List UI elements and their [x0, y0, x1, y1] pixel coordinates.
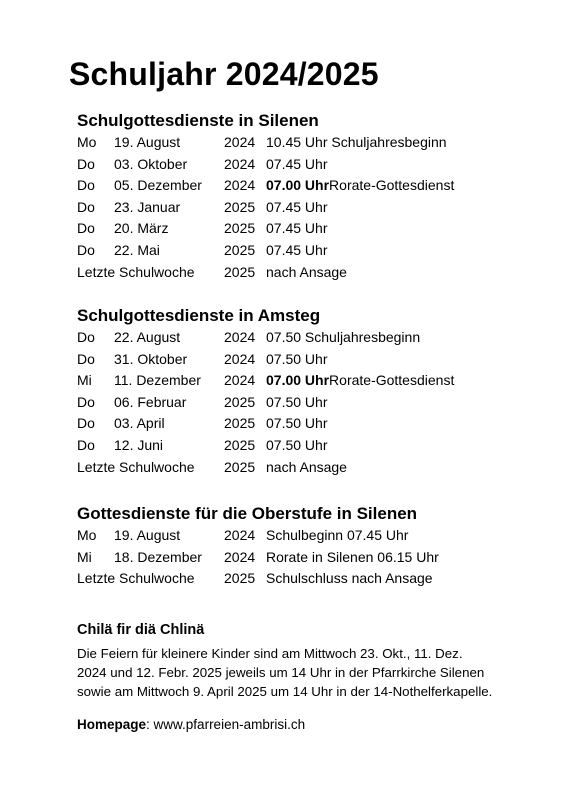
- row-year: 2025: [224, 220, 256, 237]
- row-weekday: Do: [77, 198, 95, 215]
- row-year: 2025: [224, 241, 256, 258]
- chila-section: [77, 620, 547, 701]
- row-year: 2025: [224, 436, 256, 453]
- schedule-row: [77, 262, 547, 284]
- row-description: [266, 370, 455, 392]
- chila-line: sowie am Mittwoch 9. April 2025 um 14 Uhr in der 14-Nothelferkapelle.: [77, 684, 493, 699]
- row-date: 31. Oktober: [114, 350, 188, 367]
- section-oberstufe: [77, 503, 547, 590]
- row-year: 2025: [224, 415, 256, 432]
- row-weekday: Do: [77, 155, 95, 172]
- row-label: Letzte Schulwoche: [77, 570, 195, 587]
- row-weekday: Do: [77, 241, 95, 258]
- row-year: 2024: [224, 155, 256, 172]
- schedule-row: [77, 132, 547, 154]
- schedule-row: [77, 240, 547, 262]
- row-year: 2024: [224, 372, 256, 389]
- row-date: 22. Mai: [114, 241, 160, 258]
- row-description-text: nach Ansage: [266, 458, 347, 475]
- section-amsteg: [77, 305, 547, 478]
- schedule-row: [77, 547, 547, 569]
- schedule-row: [77, 525, 547, 547]
- section-heading: Gottesdienste für die Oberstufe in Silenen: [77, 504, 418, 523]
- row-date: 05. Dezember: [114, 177, 202, 194]
- row-date: 19. August: [114, 134, 181, 150]
- schedule-row: [77, 568, 547, 590]
- row-date: 18. Dezember: [114, 548, 202, 565]
- homepage-label: Homepage: [77, 717, 147, 732]
- row-weekday: Do: [77, 220, 95, 237]
- section-silenen: [77, 110, 547, 283]
- row-description-text: Rorate in Silenen 06.15 Uhr: [266, 548, 439, 565]
- row-label: Letzte Schulwoche: [77, 458, 195, 475]
- row-date: 06. Februar: [114, 393, 187, 410]
- row-description-text: Schulschluss nach Ansage: [266, 570, 433, 587]
- row-date: 19. August: [114, 527, 181, 543]
- row-description-text: 07.50 Uhr: [266, 350, 328, 367]
- row-time: 07.00 Uhr: [266, 177, 330, 194]
- chila-line: 2024 und 12. Febr. 2025 jeweils um 14 Uhr in der Pfarrkirche Silenen: [77, 665, 485, 680]
- row-weekday: Mo: [77, 527, 97, 543]
- row-year: 2025: [224, 570, 256, 587]
- row-date: 11. Dezember: [114, 372, 201, 389]
- schedule-row: [77, 457, 547, 479]
- row-year: 2024: [224, 527, 256, 543]
- row-weekday: Do: [77, 415, 95, 432]
- row-weekday: Mo: [77, 134, 97, 150]
- row-weekday: Do: [77, 436, 95, 453]
- schedule-row: [77, 370, 547, 392]
- row-date: 12. Juni: [114, 436, 164, 453]
- row-date: 03. April: [114, 415, 165, 432]
- row-year: 2025: [224, 458, 256, 475]
- row-description-text: 07.45 Uhr: [266, 220, 328, 237]
- row-weekday: Mi: [77, 372, 92, 389]
- row-description: [266, 175, 455, 197]
- chila-heading: Chilä fir diä Chlinä: [77, 622, 205, 638]
- schedule-list: [77, 327, 547, 478]
- homepage-url[interactable]: www.pfarreien-ambrisi.ch: [153, 717, 306, 732]
- row-year: 2024: [224, 548, 256, 565]
- row-year: 2025: [224, 263, 256, 280]
- homepage-line: [77, 715, 305, 735]
- row-weekday: Do: [77, 393, 95, 410]
- row-description-text: nach Ansage: [266, 263, 347, 280]
- schedule-row: [77, 435, 547, 457]
- homepage-separator: :: [146, 717, 154, 732]
- row-weekday: Mi: [77, 548, 92, 565]
- row-description-text: 07.45 Uhr: [266, 198, 328, 215]
- row-label: Letzte Schulwoche: [77, 263, 195, 280]
- row-year: 2025: [224, 198, 256, 215]
- schedule-row: [77, 175, 547, 197]
- chila-line: Die Feiern für kleinere Kinder sind am Mittwoch 23. Okt., 11. Dez.: [77, 646, 463, 661]
- row-description-text: 07.45 Uhr: [266, 155, 328, 172]
- row-weekday: Do: [77, 329, 95, 345]
- row-description-text: Schulbeginn 07.45 Uhr: [266, 527, 409, 543]
- section-heading: Schulgottesdienste in Silenen: [77, 111, 319, 130]
- chila-text: [77, 644, 547, 701]
- row-description-text: 07.50 Uhr: [266, 393, 328, 410]
- schedule-row: [77, 154, 547, 176]
- schedule-list: [77, 132, 547, 283]
- schedule-row: [77, 349, 547, 371]
- row-date: 23. Januar: [114, 198, 181, 215]
- schedule-row: [77, 197, 547, 219]
- row-year: 2025: [224, 393, 256, 410]
- row-description-text: 10.45 Uhr Schuljahresbeginn: [266, 134, 447, 150]
- schedule-row: [77, 392, 547, 414]
- row-description-text: 07.50 Uhr: [266, 436, 328, 453]
- row-description-text: 07.50 Uhr: [266, 415, 328, 432]
- row-time: 07.00 Uhr: [266, 372, 330, 389]
- row-date: 20. März: [114, 220, 169, 237]
- schedule-row: [77, 413, 547, 435]
- page-title: Schuljahr 2024/2025: [69, 56, 379, 92]
- section-heading: Schulgottesdienste in Amsteg: [77, 306, 321, 325]
- row-date: 03. Oktober: [114, 155, 188, 172]
- row-year: 2024: [224, 134, 256, 150]
- row-weekday: Do: [77, 350, 95, 367]
- row-year: 2024: [224, 350, 256, 367]
- row-date: 22. August: [114, 329, 181, 345]
- row-year: 2024: [224, 329, 256, 345]
- row-description-text: 07.45 Uhr: [266, 241, 328, 258]
- row-year: 2024: [224, 177, 256, 194]
- schedule-list: [77, 525, 547, 590]
- row-description-text: Rorate-Gottesdienst: [329, 177, 455, 194]
- row-description-text: 07.50 Schuljahresbeginn: [266, 329, 421, 345]
- schedule-row: [77, 218, 547, 240]
- schedule-row: [77, 327, 547, 349]
- row-weekday: Do: [77, 177, 95, 194]
- row-description-text: Rorate-Gottesdienst: [329, 372, 455, 389]
